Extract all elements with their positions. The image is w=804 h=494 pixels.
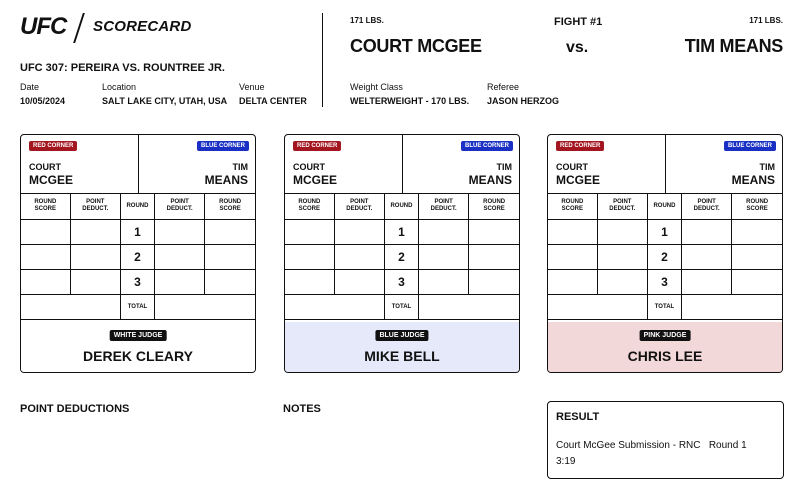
red-round-score-header (21, 194, 70, 219)
score-cell (21, 244, 70, 269)
deduct-cell (682, 269, 732, 294)
total-label: TOTAL (120, 294, 154, 319)
score-cell (285, 219, 334, 244)
red-round-score-header (285, 194, 334, 219)
header-text: DEDUCT. (82, 206, 109, 213)
blue-first-name: TIM (232, 162, 248, 172)
result-line-1: Court McGee Submission - RNC Round 1 (556, 440, 747, 451)
judge-badge: WHITE JUDGE (110, 330, 167, 341)
blue-corner-badge: BLUE CORNER (197, 141, 249, 151)
result-box (547, 401, 784, 479)
round-number: 1 (120, 219, 154, 244)
header-text: SCORE (34, 206, 57, 213)
blue-round-score-header (205, 194, 255, 219)
header-text: DEDUCT. (166, 206, 193, 213)
result-text (556, 438, 776, 470)
deduct-cell (155, 269, 205, 294)
deduct-cell (334, 244, 384, 269)
deduct-cell (155, 219, 205, 244)
score-cell (469, 219, 519, 244)
total-label: TOTAL (647, 294, 681, 319)
header-text: DEDUCT. (609, 206, 636, 213)
deduct-cell (597, 219, 647, 244)
header-text: DEDUCT. (346, 206, 373, 213)
blue-first-name: TIM (496, 162, 512, 172)
round-header: ROUND (120, 194, 154, 219)
red-fighter-name: COURT MCGEE (350, 36, 482, 56)
event-name: UFC 307: PEREIRA VS. ROUNTREE JR. (20, 62, 225, 74)
deduct-cell (70, 244, 120, 269)
judge-card-white (20, 134, 256, 373)
red-corner-badge: RED CORNER (293, 141, 341, 151)
score-cell (21, 269, 70, 294)
round-number: 3 (120, 269, 154, 294)
date-label: Date (20, 82, 40, 92)
score-cell (205, 269, 255, 294)
red-total-cell (548, 294, 647, 319)
location-value: SALT LAKE CITY, UTAH, USA (102, 96, 228, 106)
total-label: TOTAL (384, 294, 418, 319)
red-corner-badge: RED CORNER (556, 141, 604, 151)
score-cell (732, 219, 782, 244)
blue-corner-badge: BLUE CORNER (724, 141, 776, 151)
deduct-cell (334, 219, 384, 244)
judge-card-pink (547, 134, 783, 373)
round-number: 3 (384, 269, 418, 294)
round-number: 1 (647, 219, 681, 244)
header-text: POINT (613, 199, 632, 206)
red-total-cell (285, 294, 384, 319)
card-header (285, 135, 519, 194)
vs-label: vs. (566, 39, 589, 56)
deduct-cell (597, 269, 647, 294)
round-number: 2 (647, 244, 681, 269)
blue-total-cell (419, 294, 519, 319)
score-cell (21, 219, 70, 244)
deduct-cell (597, 244, 647, 269)
round-number: 2 (384, 244, 418, 269)
deduct-cell (419, 219, 469, 244)
score-cell (285, 269, 334, 294)
header-text: POINT (697, 199, 716, 206)
blue-fighter-name: TIM MEANS (684, 36, 783, 56)
judge-name: MIKE BELL (364, 348, 440, 364)
header-text: ROUND (219, 199, 242, 206)
round-header: ROUND (384, 194, 418, 219)
score-cell (732, 244, 782, 269)
judge-badge: PINK JUDGE (640, 330, 691, 341)
score-cell (469, 244, 519, 269)
judge-name: CHRIS LEE (627, 348, 703, 364)
header-divider (322, 13, 323, 107)
score-cell (205, 244, 255, 269)
deduct-cell (682, 244, 732, 269)
round-number: 2 (120, 244, 154, 269)
card-header (21, 135, 255, 194)
blue-round-score-header (732, 194, 782, 219)
location-label: Location (102, 82, 137, 92)
header-text: SCORE (219, 206, 241, 213)
score-cell (548, 269, 597, 294)
blue-last-name: MEANS (204, 173, 248, 187)
score-cell (285, 244, 334, 269)
scorecard-title: SCORECARD (93, 18, 192, 35)
red-point-deduct-header (70, 194, 120, 219)
red-round-score-header (548, 194, 597, 219)
logo-divider (73, 13, 85, 43)
deduct-cell (70, 269, 120, 294)
header-text: ROUND (483, 199, 506, 206)
header-text: SCORE (298, 206, 321, 213)
blue-round-score-header (469, 194, 519, 219)
deduct-cell (70, 219, 120, 244)
blue-point-deduct-header (419, 194, 469, 219)
header-text: ROUND (746, 199, 769, 206)
header-text: SCORE (483, 206, 505, 213)
blue-total-cell (155, 294, 255, 319)
round-header: ROUND (647, 194, 681, 219)
score-cell (469, 269, 519, 294)
blue-point-deduct-header (682, 194, 732, 219)
header-text: SCORE (561, 206, 584, 213)
card-header-divider (402, 135, 403, 194)
blue-point-deduct-header (155, 194, 205, 219)
blue-corner-badge: BLUE CORNER (461, 141, 513, 151)
red-point-deduct-header (597, 194, 647, 219)
card-header (548, 135, 782, 194)
header-text: POINT (170, 199, 189, 206)
score-cell (732, 269, 782, 294)
score-grid (285, 194, 519, 320)
red-corner-badge: RED CORNER (29, 141, 77, 151)
referee-label: Referee (487, 82, 520, 92)
score-grid (548, 194, 782, 320)
card-header-divider (665, 135, 666, 194)
red-first-name: COURT (293, 162, 325, 172)
fight-number: FIGHT #1 (554, 16, 603, 28)
header-text: POINT (434, 199, 453, 206)
header-text: ROUND (34, 199, 57, 206)
blue-last-name: MEANS (731, 173, 775, 187)
judge-area (21, 322, 255, 373)
venue-label: Venue (239, 82, 265, 92)
red-point-deduct-header (334, 194, 384, 219)
header-text: DEDUCT. (693, 206, 720, 213)
red-first-name: COURT (556, 162, 588, 172)
score-cell (548, 244, 597, 269)
red-total-cell (21, 294, 120, 319)
header-text: ROUND (298, 199, 321, 206)
notes-label: NOTES (283, 403, 321, 415)
score-grid (21, 194, 255, 320)
round-number: 1 (384, 219, 418, 244)
judge-badge: BLUE JUDGE (375, 330, 428, 341)
score-cell (205, 219, 255, 244)
header-text: DEDUCT. (430, 206, 457, 213)
weight-class-value: WELTERWEIGHT - 170 LBS. (350, 96, 470, 106)
header-text: POINT (86, 199, 105, 206)
header-text: SCORE (746, 206, 768, 213)
red-last-name: MCGEE (29, 173, 74, 187)
red-last-name: MCGEE (293, 173, 338, 187)
judge-card-blue (284, 134, 520, 373)
header-text: ROUND (561, 199, 584, 206)
deduct-cell (419, 269, 469, 294)
round-number: 3 (647, 269, 681, 294)
red-fighter-weight: 171 LBS. (350, 16, 384, 25)
card-header-divider (138, 135, 139, 194)
deduct-cell (155, 244, 205, 269)
red-first-name: COURT (29, 162, 61, 172)
result-label: RESULT (556, 411, 600, 423)
judge-area (285, 322, 519, 373)
blue-fighter-weight: 171 LBS. (749, 16, 783, 25)
result-line-2: 3:19 (556, 456, 576, 467)
deduct-cell (334, 269, 384, 294)
judge-area (548, 322, 782, 373)
point-deductions-label: POINT DEDUCTIONS (20, 403, 130, 415)
date-value: 10/05/2024 (20, 96, 66, 106)
blue-first-name: TIM (759, 162, 775, 172)
score-cell (548, 219, 597, 244)
deduct-cell (419, 244, 469, 269)
weight-class-label: Weight Class (350, 82, 403, 92)
blue-total-cell (682, 294, 782, 319)
blue-last-name: MEANS (468, 173, 512, 187)
deduct-cell (682, 219, 732, 244)
venue-value: DELTA CENTER (239, 96, 307, 106)
ufc-logo: UFC (20, 13, 67, 40)
referee-value: JASON HERZOG (487, 96, 560, 106)
judge-name: DEREK CLEARY (83, 348, 193, 364)
red-last-name: MCGEE (556, 173, 601, 187)
header-text: POINT (350, 199, 369, 206)
